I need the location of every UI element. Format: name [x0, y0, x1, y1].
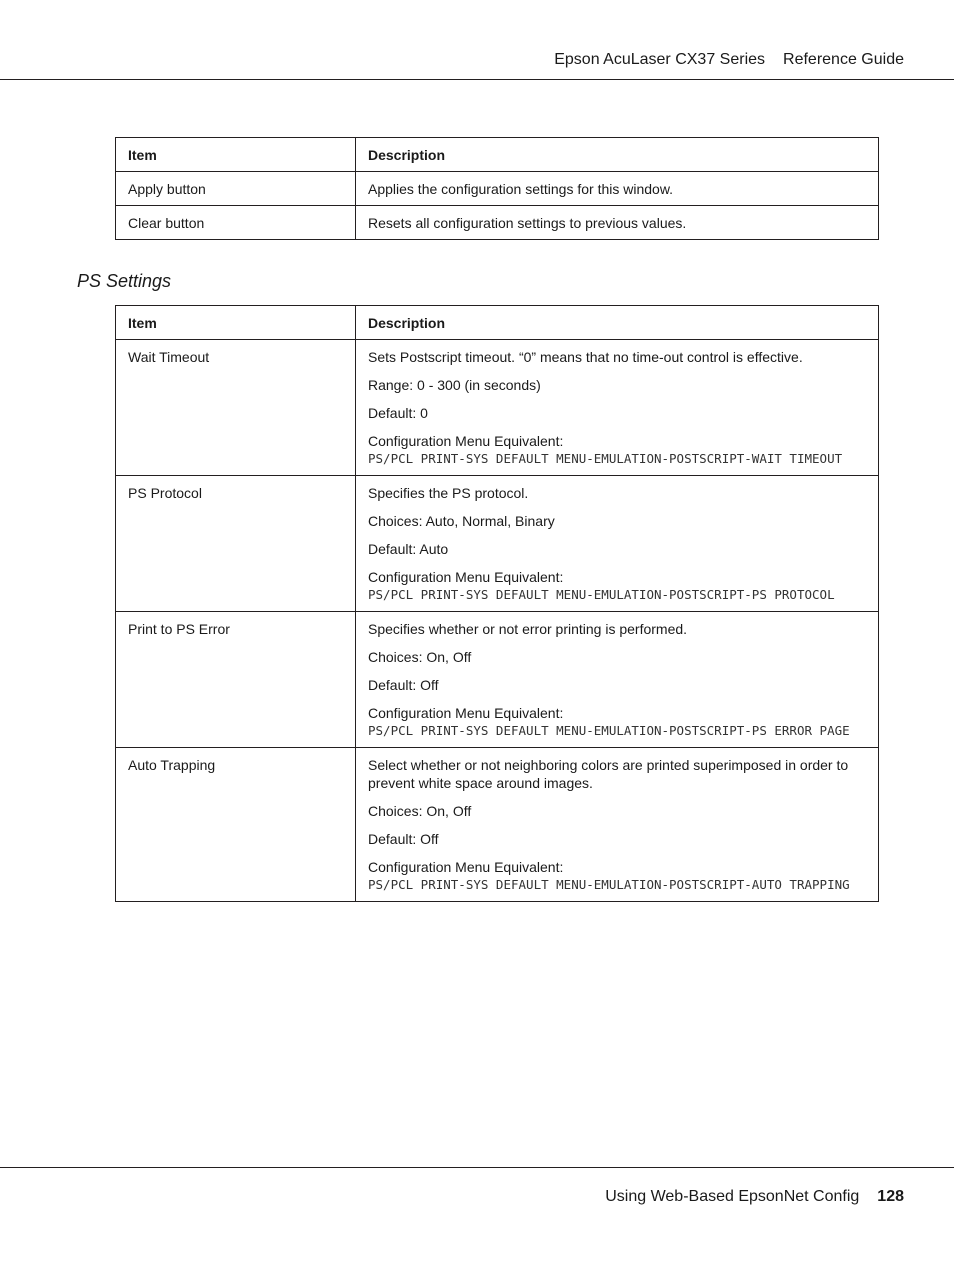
choices-text: Choices: On, Off — [368, 803, 472, 819]
column-header-description: Description — [356, 138, 879, 172]
buttons-table — [115, 137, 879, 240]
menu-path: PS/PCL PRINT-SYS DEFAULT MENU-EMULATION-POSTSCRIPT-PS ERROR PAGE — [368, 723, 850, 738]
column-header-item: Item — [116, 306, 356, 340]
default-text: Default: Off — [368, 831, 439, 847]
choices-text: Choices: On, Off — [368, 649, 472, 665]
table-header-row — [116, 138, 879, 172]
menu-path: PS/PCL PRINT-SYS DEFAULT MENU-EMULATION-POSTSCRIPT-AUTO TRAPPING — [368, 877, 850, 892]
menu-path: PS/PCL PRINT-SYS DEFAULT MENU-EMULATION-POSTSCRIPT-WAIT TIMEOUT — [368, 451, 843, 466]
cell-item: Auto Trapping — [116, 748, 356, 902]
table-row — [116, 206, 879, 240]
cell-item: Clear button — [116, 206, 356, 240]
section-title: PS Settings — [77, 271, 172, 291]
footer-text — [605, 1188, 904, 1206]
description-text: Select whether or not neighboring colors are printed superimposed in order to prevent white space around images. — [368, 757, 849, 791]
choices-text: Choices: Auto, Normal, Binary — [368, 513, 555, 529]
description-text: Specifies the PS protocol. — [368, 485, 529, 501]
cell-description: Resets all configuration settings to previous values. — [356, 206, 879, 240]
table-header-row — [116, 306, 879, 340]
cell-item: Apply button — [116, 172, 356, 206]
column-header-item: Item — [116, 138, 356, 172]
cell-item: Print to PS Error — [116, 612, 356, 748]
menu-equivalent — [368, 858, 866, 894]
page-number: 128 — [877, 1188, 904, 1205]
table-row — [116, 340, 879, 476]
cell-description — [356, 340, 879, 476]
table-row — [116, 476, 879, 612]
menu-path: PS/PCL PRINT-SYS DEFAULT MENU-EMULATION-POSTSCRIPT-PS PROTOCOL — [368, 587, 835, 602]
description-text: Sets Postscript timeout. “0” means that no time-out control is effective. — [368, 349, 803, 365]
cell-description: Applies the configuration settings for this window. — [356, 172, 879, 206]
cell-description — [356, 612, 879, 748]
menu-equivalent-label: Configuration Menu Equivalent: — [368, 859, 564, 875]
ps-settings-table — [115, 305, 879, 902]
header-product: Epson AcuLaser CX37 Series — [554, 51, 766, 68]
menu-equivalent-label: Configuration Menu Equivalent: — [368, 433, 564, 449]
page-footer — [0, 1167, 954, 1205]
default-text: Default: 0 — [368, 405, 428, 421]
column-header-description: Description — [356, 306, 879, 340]
cell-description — [356, 476, 879, 612]
page-header — [0, 0, 954, 80]
range-text: Range: 0 - 300 (in seconds) — [368, 377, 541, 393]
menu-equivalent-label: Configuration Menu Equivalent: — [368, 705, 564, 721]
table-row — [116, 172, 879, 206]
header-text — [554, 51, 904, 69]
table-row — [116, 612, 879, 748]
cell-description — [356, 748, 879, 902]
default-text: Default: Auto — [368, 541, 449, 557]
menu-equivalent — [368, 704, 866, 740]
default-text: Default: Off — [368, 677, 439, 693]
menu-equivalent — [368, 568, 866, 604]
footer-chapter: Using Web-Based EpsonNet Config — [605, 1188, 860, 1205]
cell-item: PS Protocol — [116, 476, 356, 612]
cell-item: Wait Timeout — [116, 340, 356, 476]
header-guide: Reference Guide — [783, 51, 904, 68]
description-text: Specifies whether or not error printing is performed. — [368, 621, 688, 637]
menu-equivalent-label: Configuration Menu Equivalent: — [368, 569, 564, 585]
table-row — [116, 748, 879, 902]
menu-equivalent — [368, 432, 866, 468]
